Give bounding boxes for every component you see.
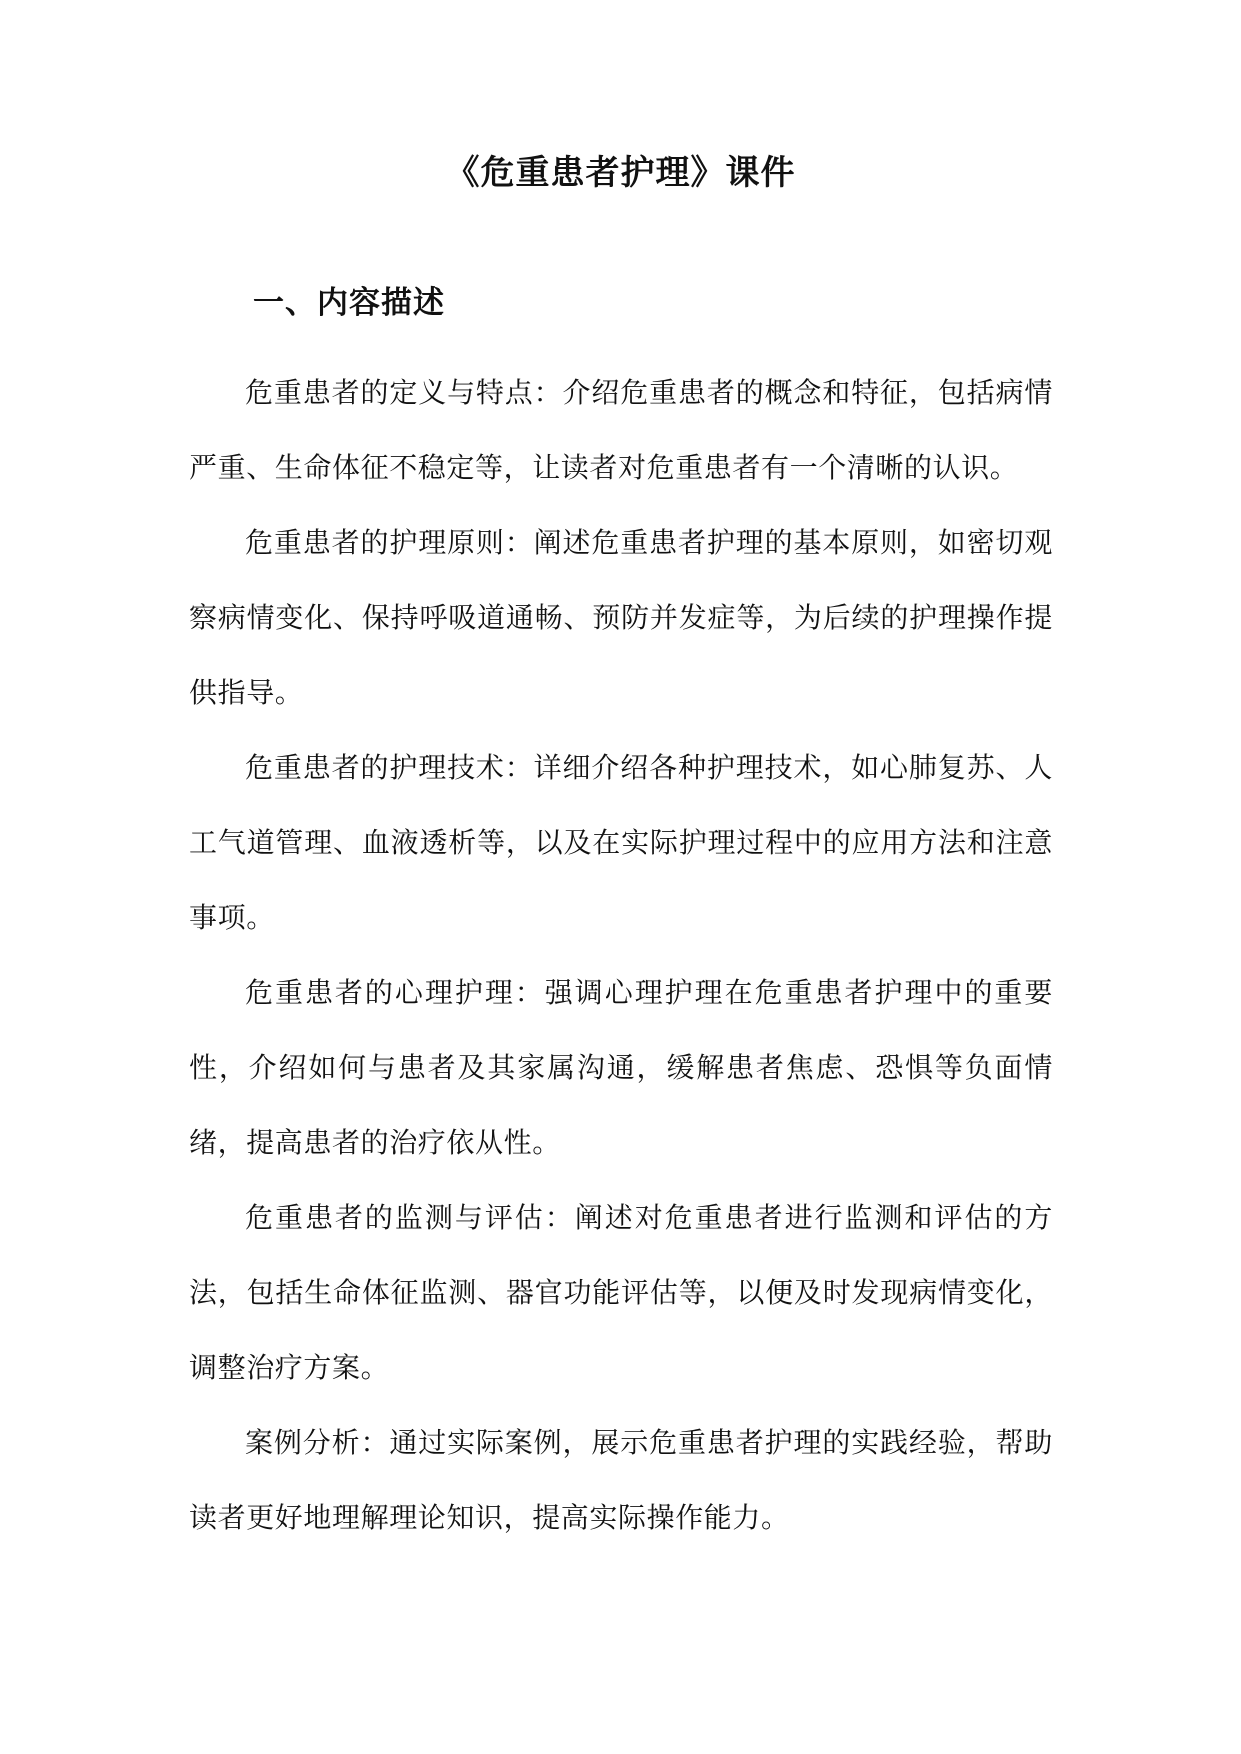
- document-title: 《危重患者护理》课件: [445, 153, 796, 193]
- paragraph-techniques: 危重患者的护理技术：详细介绍各种护理技术，如心肺复苏、人工气道管理、血液透析等，以及在实际护理过程中的应用方法和注意事项。: [189, 751, 1053, 934]
- section-heading: 一、内容描述: [253, 285, 445, 321]
- section-body: [189, 355, 1053, 1555]
- paragraph-case-analysis: 案例分析：通过实际案例，展示危重患者护理的实践经验，帮助读者更好地理解理论知识，提高实际操作能力。: [189, 1426, 1053, 1534]
- paragraph-principles: 危重患者的护理原则：阐述危重患者护理的基本原则，如密切观察病情变化、保持呼吸道通畅、预防并发症等，为后续的护理操作提供指导。: [189, 526, 1053, 709]
- paragraph-psychological-care: 危重患者的心理护理：强调心理护理在危重患者护理中的重要性，介绍如何与患者及其家属沟通，缓解患者焦虑、恐惧等负面情绪，提高患者的治疗依从性。: [189, 976, 1053, 1159]
- paragraph-definition: 危重患者的定义与特点：介绍危重患者的概念和特征，包括病情严重、生命体征不稳定等，让读者对危重患者有一个清晰的认识。: [189, 376, 1053, 484]
- paragraph-monitoring: 危重患者的监测与评估：阐述对危重患者进行监测和评估的方法，包括生命体征监测、器官功能评估等，以便及时发现病情变化，调整治疗方案。: [189, 1201, 1053, 1384]
